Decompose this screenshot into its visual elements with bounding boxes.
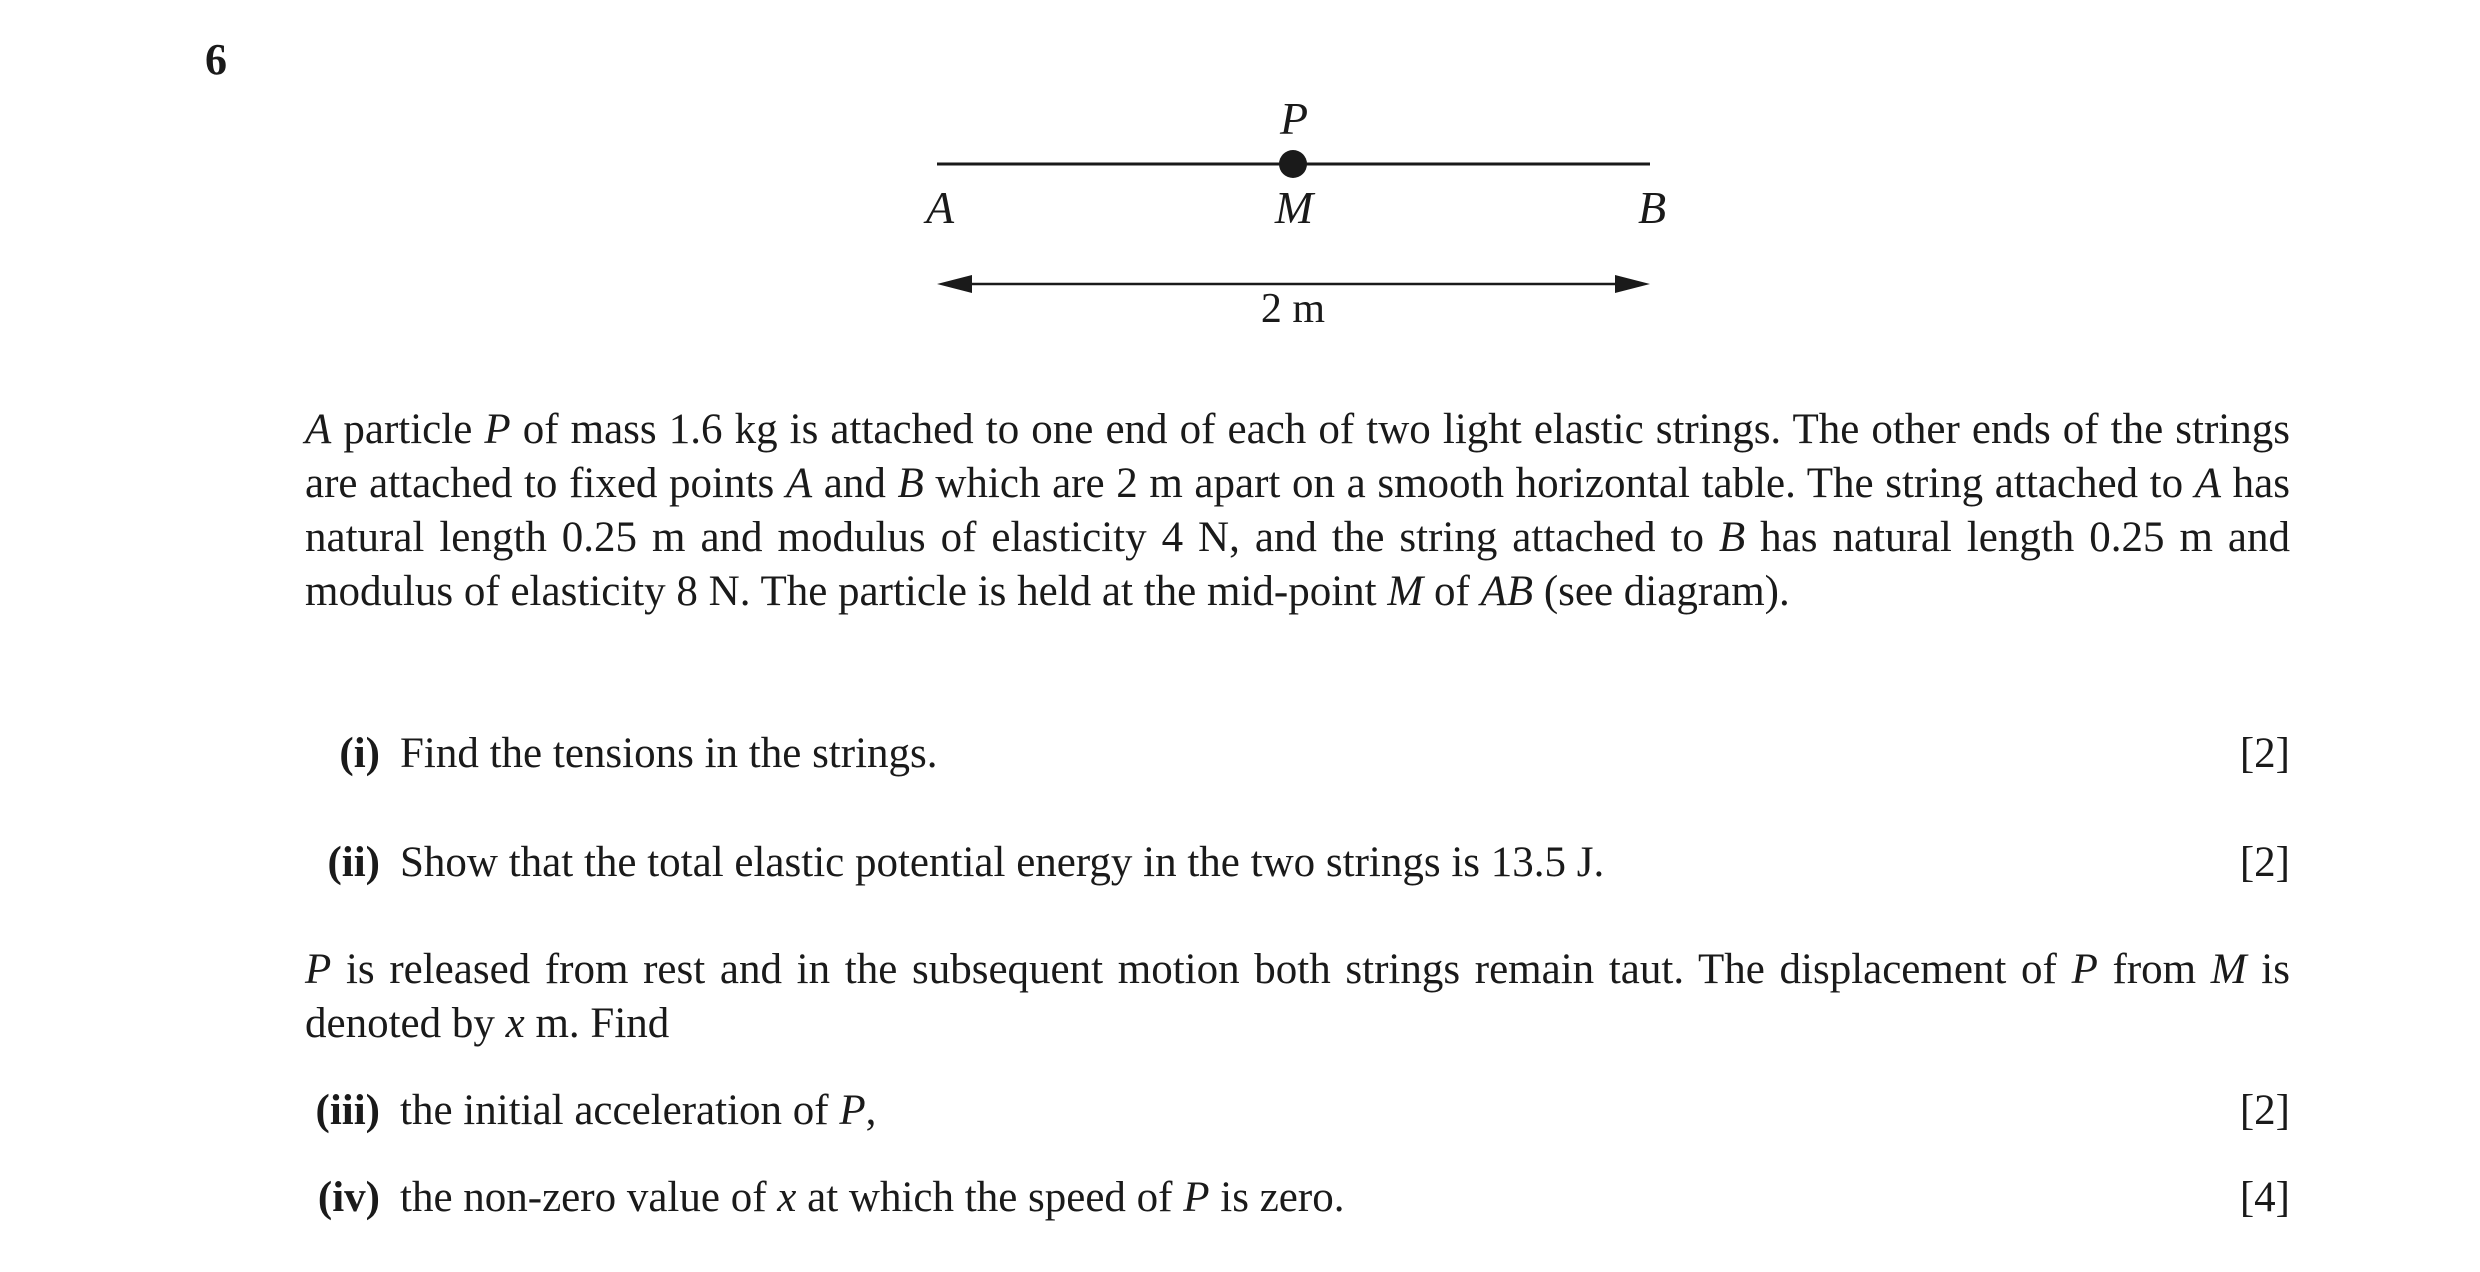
part-label: (iv) <box>317 1174 380 1221</box>
particle-p <box>1279 150 1307 178</box>
label-a: A <box>925 182 955 233</box>
part-i <box>305 727 2290 781</box>
dimension-arrow-right <box>1615 275 1650 293</box>
release-paragraph: P is released from rest and in the subsequent motion both strings remain taut. The displacement of P from M is denoted by x m. Find <box>305 946 2290 1047</box>
part-text: the non-zero value of x at which the speed of P is zero. <box>400 1174 1345 1221</box>
label-m: M <box>1274 182 1314 233</box>
part-label: (iii) <box>315 1087 380 1134</box>
part-text: Show that the total elastic potential energy in the two strings is 13.5 J. <box>400 839 1605 886</box>
strings-diagram <box>0 0 2480 360</box>
part-marks: [4] <box>2239 1174 2290 1221</box>
part-ii <box>305 836 2290 890</box>
part-text: the initial acceleration of P, <box>400 1087 877 1134</box>
dimension-arrow-left <box>937 275 972 293</box>
part-marks: [2] <box>2239 730 2290 777</box>
distance-label: 2 m <box>1260 286 1326 332</box>
label-b: B <box>1637 182 1667 233</box>
part-label: (i) <box>339 730 380 777</box>
part-iv <box>305 1171 2290 1225</box>
part-marks: [2] <box>2239 1087 2290 1134</box>
question-number: 6 <box>205 35 227 84</box>
intro-paragraph: A particle P of mass 1.6 kg is attached to one end of each of two light elastic strings. The other ends of the strings are attached to fixed points A and B which are 2 m apart on a smooth horizontal table. The string attached to A has natural length 0.25 m and modulus of elasticity 4 N, and the string attached to B has natural length 0.25 m and modulus of elasticity 8 N. The particle is held at the mid-point M of AB (see diagram). <box>305 406 2290 615</box>
part-label: (ii) <box>327 839 380 886</box>
label-p: P <box>1279 93 1309 144</box>
part-text: Find the tensions in the strings. <box>400 730 938 777</box>
part-iii <box>305 1084 2290 1138</box>
part-marks: [2] <box>2239 839 2290 886</box>
